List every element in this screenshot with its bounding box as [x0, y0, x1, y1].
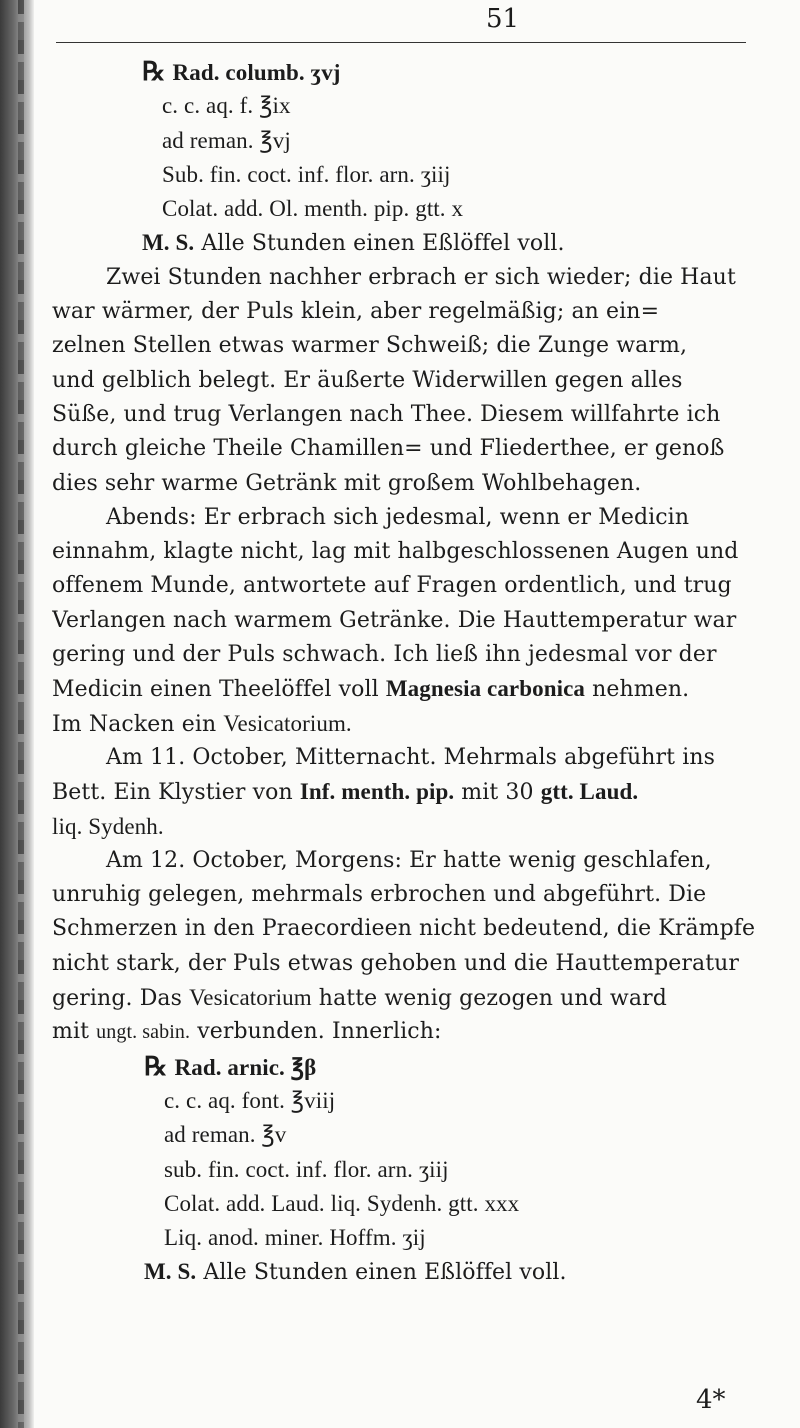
rx-symbol: ℞	[144, 1051, 168, 1081]
latin-term: Vesicatorium.	[223, 710, 352, 736]
binding-edge	[18, 0, 24, 1428]
text-line: gering. Das Vesicatorium hatte wenig gezogen und ward	[52, 985, 667, 1012]
prescription-line: Colat. add. Laud. liq. Sydenh. gtt. xxx	[164, 1190, 520, 1216]
text-line: und gelblich belegt. Er äußerte Widerwillen gegen alles	[52, 367, 683, 393]
binding-gutter	[0, 0, 34, 1428]
prescription-line: ad reman. ℥v	[164, 1122, 287, 1148]
page-number: 51	[486, 4, 520, 34]
latin-term: Inf. menth. pip.	[299, 779, 455, 805]
text-line: mit ungt. sabin. verbunden. Innerlich:	[52, 1019, 442, 1045]
rx-symbol: ℞	[142, 57, 166, 86]
prescription-line: Liq. anod. miner. Hoffm. ʒij	[164, 1225, 426, 1251]
text-line: einnahm, klagte nicht, lag mit halbgeschlossenen Augen und	[52, 539, 739, 565]
text-line: Abends: Er erbrach sich jedesmal, wenn er Medicin	[106, 504, 690, 530]
paragraph-3	[52, 741, 762, 844]
latin-term: Vesicatorium	[189, 985, 312, 1011]
signatura-line: M. S. Alle Stunden einen Eßlöffel voll.	[142, 230, 565, 257]
text-line: Süße, und trug Verlangen nach Thee. Diesem willfahrte ich	[52, 401, 721, 427]
paragraph-2	[52, 501, 762, 741]
text-line: Bett. Ein Klystier von Inf. menth. pip. mit 30 gtt. Laud.	[52, 779, 639, 806]
text-line: Medicin einen Theelöffel voll Magnesia carbonica nehmen.	[52, 676, 690, 703]
prescription-2	[52, 1050, 762, 1290]
prescription-line: sub. fin. coct. inf. flor. arn. ʒiij	[164, 1156, 449, 1182]
latin-term: gtt. Laud.	[540, 779, 639, 805]
text-line: war wärmer, der Puls klein, aber regelmäßig; an ein=	[52, 299, 660, 325]
prescription-line: Colat. add. Ol. menth. pip. gtt. x	[162, 196, 464, 222]
paragraph-4	[52, 844, 762, 1050]
text-line: nicht stark, der Puls etwas gehoben und die Hauttemperatur	[52, 950, 740, 976]
text-line: dies sehr warme Getränk mit großem Wohlbehagen.	[52, 470, 642, 496]
prescription-line: Sub. fin. coct. inf. flor. arn. ʒiij	[162, 161, 451, 187]
text-line: durch gleiche Theile Chamillen= und Fliederthee, er genoß	[52, 436, 725, 462]
text-line: offenem Munde, antwortete auf Fragen ordentlich, und trug	[52, 573, 732, 599]
signatura-line: M. S. Alle Stunden einen Eßlöffel voll.	[144, 1259, 567, 1286]
header-rule	[56, 42, 746, 43]
page-body	[52, 55, 762, 1290]
prescription-line: ℞ Rad. arnic. ℥β	[144, 1051, 317, 1081]
text-line: Schmerzen in den Praecordieen nicht bedeutend, die Krämpfe	[52, 916, 756, 942]
text-line: unruhig gelegen, mehrmals erbrochen und abgeführt. Die	[52, 882, 707, 908]
prescription-line: c. c. aq. f. ℥ix	[162, 93, 291, 119]
prescription-line: ℞ Rad. columb. ʒvj	[142, 57, 341, 86]
text-line: zelnen Stellen etwas warmer Schweiß; die Zunge warm,	[52, 333, 688, 359]
text-line: liq. Sydenh.	[52, 813, 164, 839]
signature-mark: 4*	[696, 1385, 726, 1415]
text-line: Am 12. October, Morgens: Er hatte wenig geschlafen,	[106, 847, 712, 873]
prescription-1	[52, 55, 762, 261]
prescription-line: ad reman. ℥vj	[162, 127, 291, 153]
text-line: Zwei Stunden nachher erbrach er sich wieder; die Haut	[106, 264, 736, 290]
prescription-line: c. c. aq. font. ℥viij	[164, 1087, 336, 1113]
text-line: Am 11. October, Mitternacht. Mehrmals abgeführt ins	[106, 744, 715, 770]
latin-term: ungt. sabin.	[96, 1021, 191, 1044]
latin-term: Magnesia carbonica	[385, 676, 586, 702]
text-line: gering und der Puls schwach. Ich ließ ihn jedesmal vor der	[52, 642, 717, 668]
paragraph-1	[52, 261, 762, 501]
text-line: Verlangen nach warmem Getränke. Die Hauttemperatur war	[52, 607, 737, 633]
text-line: Im Nacken ein Vesicatorium.	[52, 710, 352, 737]
